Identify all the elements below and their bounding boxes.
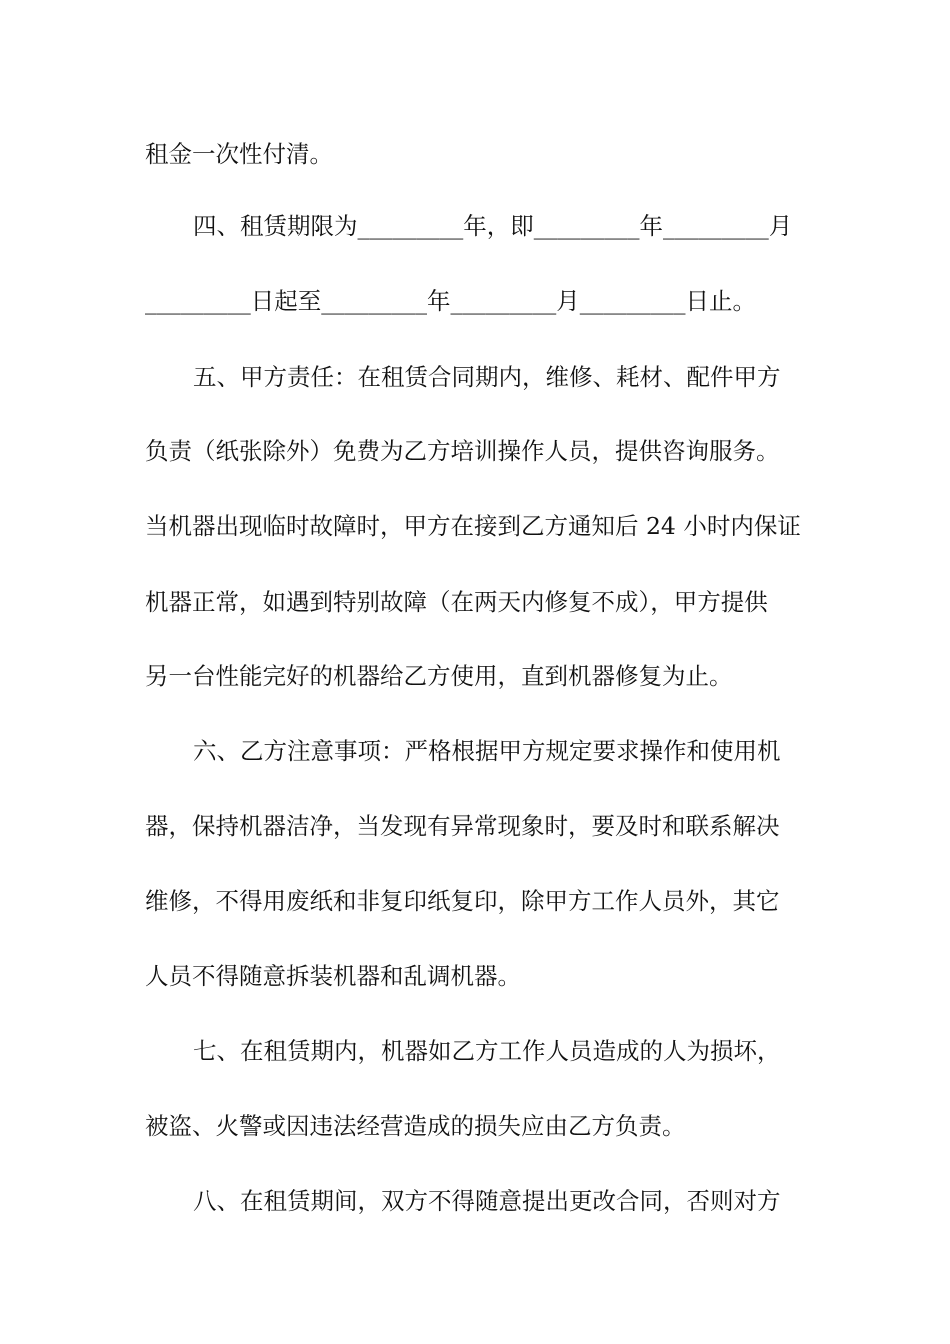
text-line: 人员不得随意拆装机器和乱调机器。 (145, 962, 521, 990)
clause-5-heading-line: 五、甲方责任：在租赁合同期内，维修、耗材、配件甲方 (193, 363, 781, 391)
text-line: 另一台性能完好的机器给乙方使用，直到机器修复为止。 (145, 662, 733, 690)
text-line: 当机器出现临时故障时，甲方在接到乙方通知后 24 小时内保证 (145, 512, 801, 540)
text-line: _________日起至_________年_________月_________日止。 (145, 287, 756, 315)
clause-4-heading-line: 四、租赁期限为_________年，即_________年_________月 (193, 212, 793, 240)
text-line: 机器正常，如遇到特别故障（在两天内修复不成），甲方提供 (145, 588, 768, 616)
clause-7-heading-line: 七、在租赁期内，机器如乙方工作人员造成的人为损坏， (193, 1037, 781, 1065)
text-line: 维修，不得用废纸和非复印纸复印，除甲方工作人员外，其它 (145, 887, 780, 915)
clause-6-heading-line: 六、乙方注意事项：严格根据甲方规定要求操作和使用机 (193, 737, 781, 765)
text-line: 租金一次性付清。 (145, 140, 333, 168)
text-line: 被盗、火警或因违法经营造成的损失应由乙方负责。 (145, 1112, 686, 1140)
text-line: 器，保持机器洁净，当发现有异常现象时，要及时和联系解决 (145, 812, 780, 840)
text-line: 负责（纸张除外）免费为乙方培训操作人员，提供咨询服务。 (145, 437, 780, 465)
clause-8-heading-line: 八、在租赁期间，双方不得随意提出更改合同，否则对方 (193, 1187, 781, 1215)
